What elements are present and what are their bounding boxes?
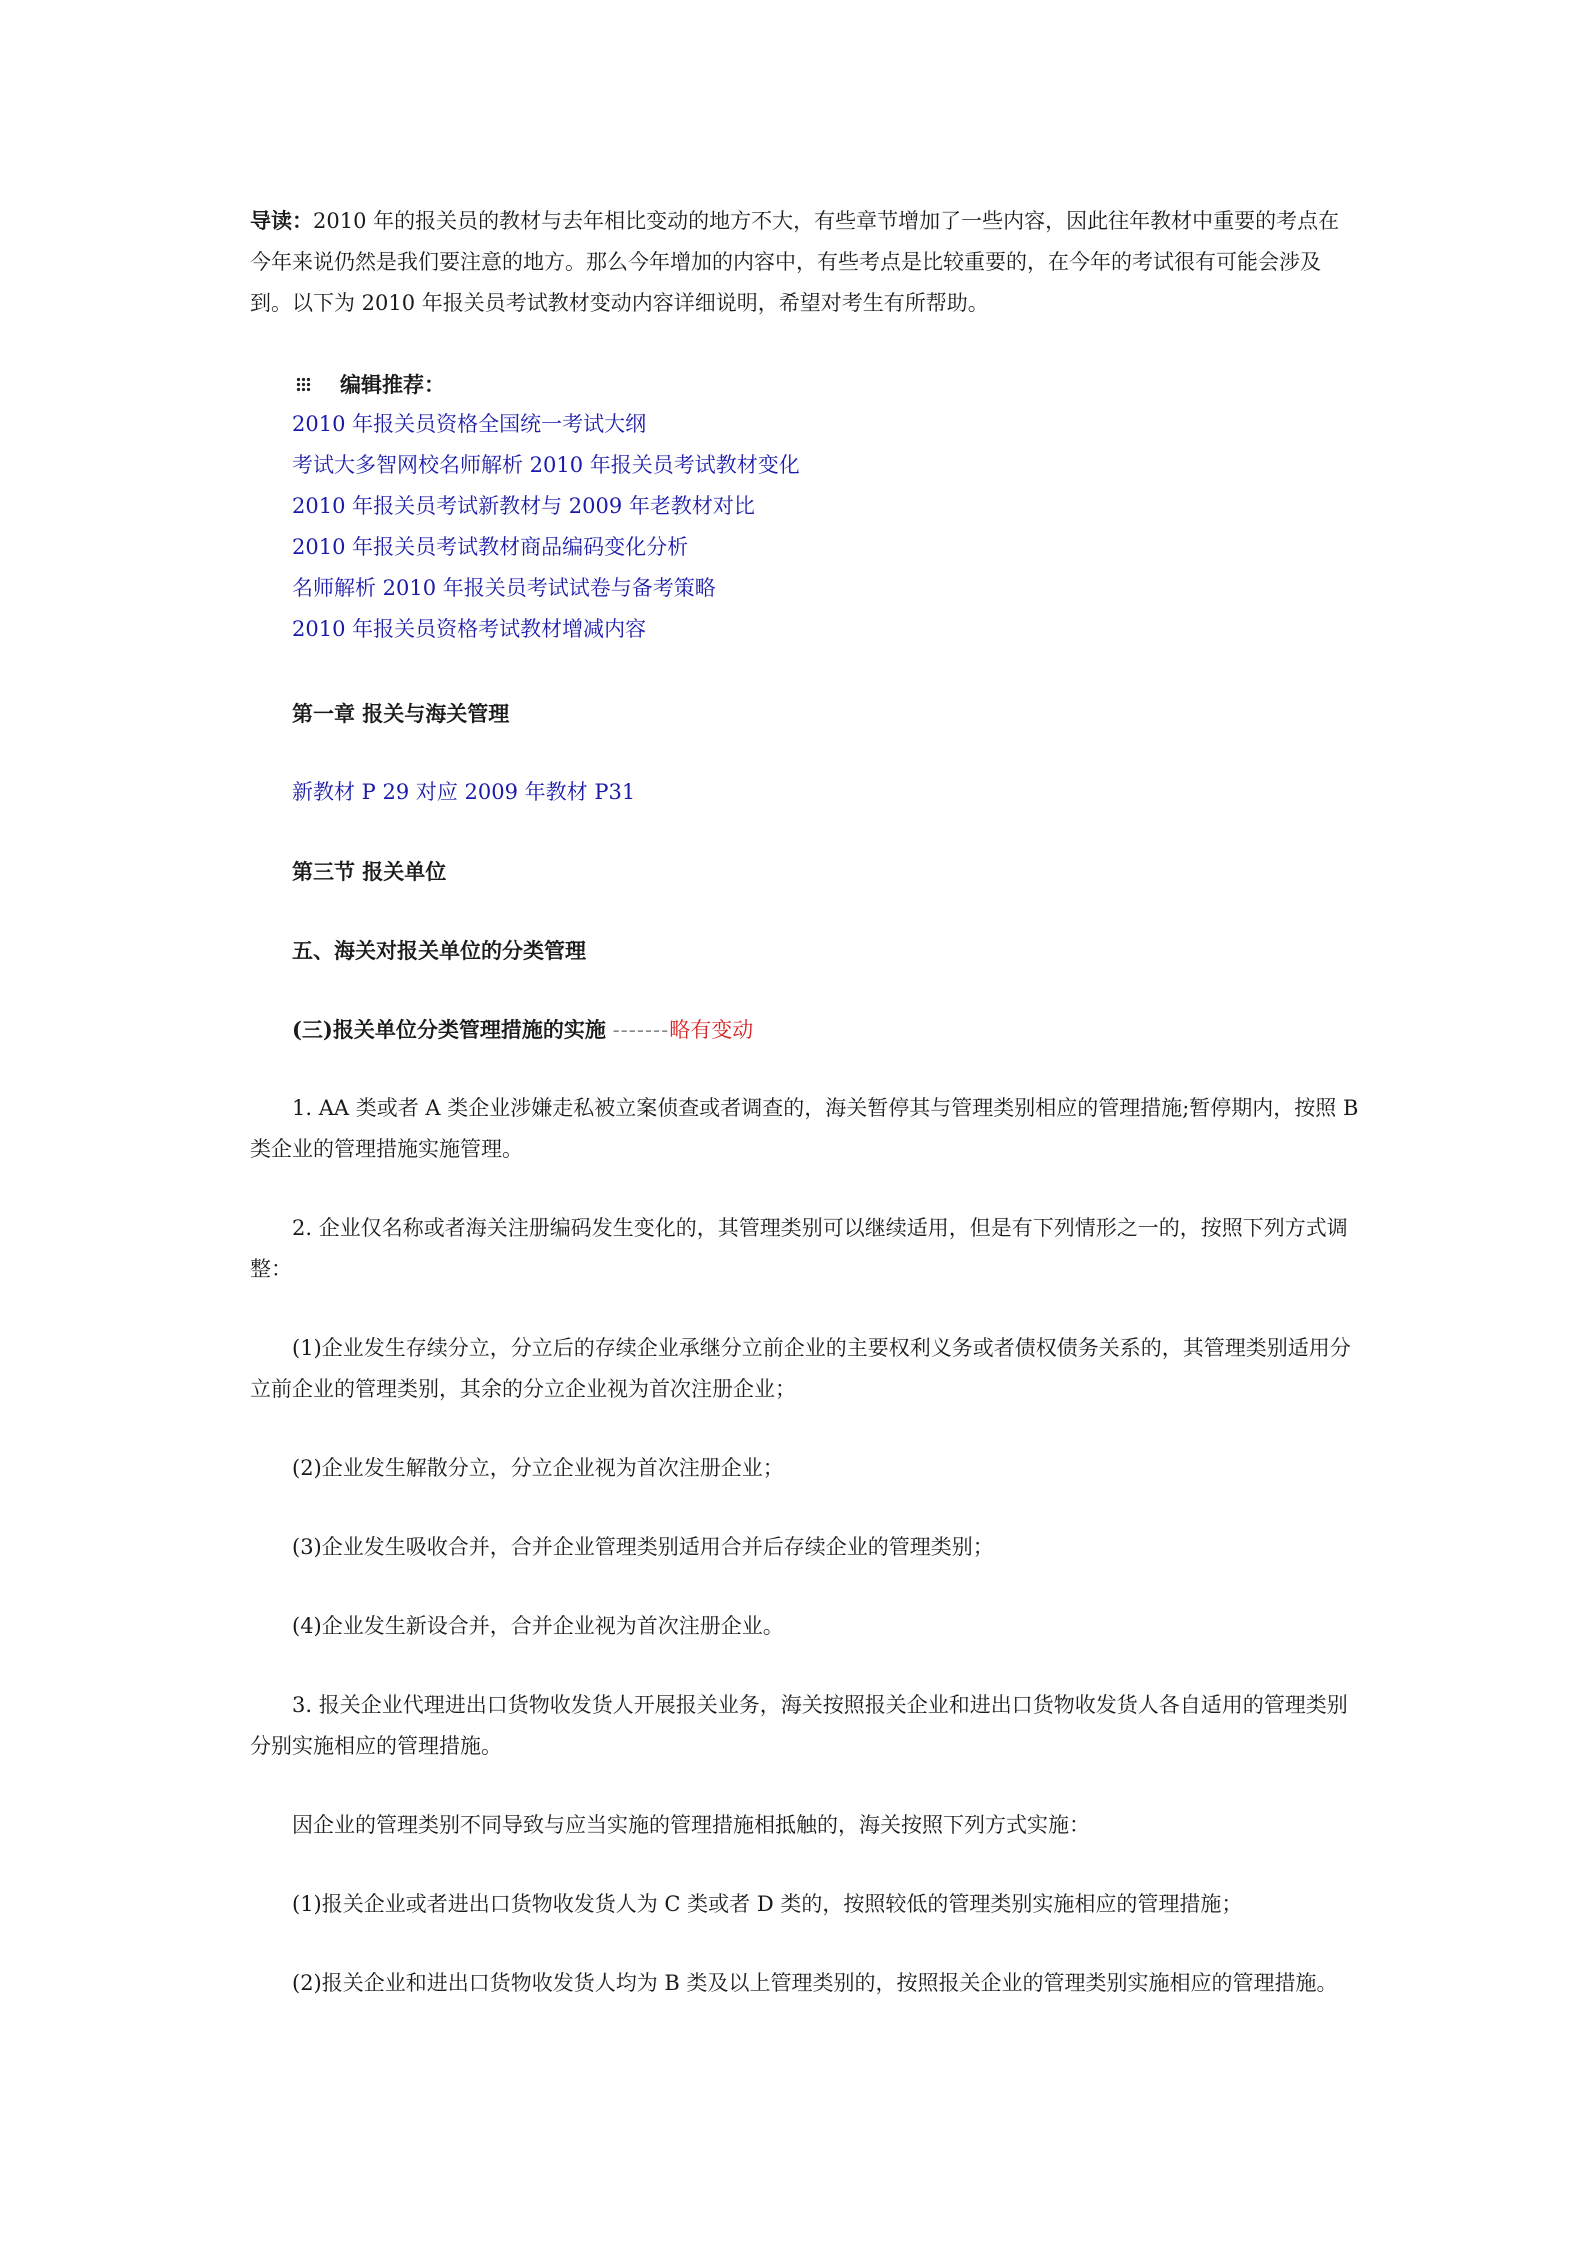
- body-paragraph: 因企业的管理类别不同导致与应当实施的管理措施相抵触的，海关按照下列方式实施：: [292, 1813, 1090, 1837]
- recommend-link[interactable]: 2010 年报关员资格考试教材增减内容: [292, 617, 647, 641]
- item-heading: [292, 1009, 1360, 1051]
- body-paragraph: 2. 企业仅名称或者海关注册编码发生变化的，其管理类别可以继续适用，但是有下列情形之一的，按照下列方式调整：: [250, 1216, 1348, 1281]
- recommend-link[interactable]: 2010 年报关员考试教材商品编码变化分析: [292, 535, 689, 559]
- intro-label: 导读：: [250, 208, 313, 233]
- subsection-heading: 五、海关对报关单位的分类管理: [292, 938, 586, 963]
- item-heading-text: (三)报关单位分类管理措施的实施: [292, 1017, 606, 1042]
- recommend-link[interactable]: 名师解析 2010 年报关员考试试卷与备考策略: [292, 576, 716, 600]
- body-paragraph: (2)企业发生解散分立，分立企业视为首次注册企业；: [292, 1456, 784, 1480]
- body-paragraph: 3. 报关企业代理进出口货物收发货人开展报关业务，海关按照报关企业和进出口货物收发货人各自适用的管理类别分别实施相应的管理措施。: [250, 1693, 1348, 1758]
- recommend-title: 编辑推荐：: [340, 372, 445, 397]
- page-reference: 新教材 P 29 对应 2009 年教材 P31: [292, 780, 636, 804]
- section-heading: 第三节 报关单位: [292, 859, 447, 884]
- item-heading-dashes: -------: [612, 1018, 670, 1042]
- recommend-link[interactable]: 2010 年报关员考试新教材与 2009 年老教材对比: [292, 494, 755, 518]
- recommend-link[interactable]: 考试大多智网校名师解析 2010 年报关员考试教材变化: [292, 453, 800, 477]
- intro-text: 2010 年的报关员的教材与去年相比变动的地方不大，有些章节增加了一些内容，因此往年教材中重要的考点在今年来说仍然是我们要注意的地方。那么今年增加的内容中，有些考点是比较重要的，在今年的考试很有可能会涉及到。以下为 2010 年报关员考试教材变动内容详细说明，希望对考生有所帮助。: [250, 209, 1340, 315]
- dots-bullet-icon: [296, 377, 312, 393]
- chapter-heading: 第一章 报关与海关管理: [292, 701, 510, 726]
- body-paragraph: (2)报关企业和进出口货物收发货人均为 B 类及以上管理类别的，按照报关企业的管理类别实施相应的管理措施。: [292, 1971, 1338, 1995]
- recommend-title-row: [296, 364, 1406, 406]
- recommend-link-list: [292, 404, 1192, 650]
- intro-paragraph: [250, 200, 1360, 324]
- body-paragraph: (1)报关企业或者进出口货物收发货人为 C 类或者 D 类的，按照较低的管理类别实施相应的管理措施；: [292, 1892, 1243, 1916]
- body-paragraph: 1. AA 类或者 A 类企业涉嫌走私被立案侦查或者调查的，海关暂停其与管理类别相应的管理措施;暂停期内，按照 B 类企业的管理措施实施管理。: [250, 1096, 1359, 1161]
- body-paragraph: (1)企业发生存续分立，分立后的存续企业承继分立前企业的主要权利义务或者债权债务关系的，其管理类别适用分立前企业的管理类别，其余的分立企业视为首次注册企业；: [250, 1336, 1351, 1401]
- body-paragraph: (4)企业发生新设合并，合并企业视为首次注册企业。: [292, 1614, 784, 1638]
- recommend-link[interactable]: 2010 年报关员资格全国统一考试大纲: [292, 412, 647, 436]
- body-paragraph: (3)企业发生吸收合并，合并企业管理类别适用合并后存续企业的管理类别；: [292, 1535, 994, 1559]
- change-note: 略有变动: [669, 1018, 754, 1042]
